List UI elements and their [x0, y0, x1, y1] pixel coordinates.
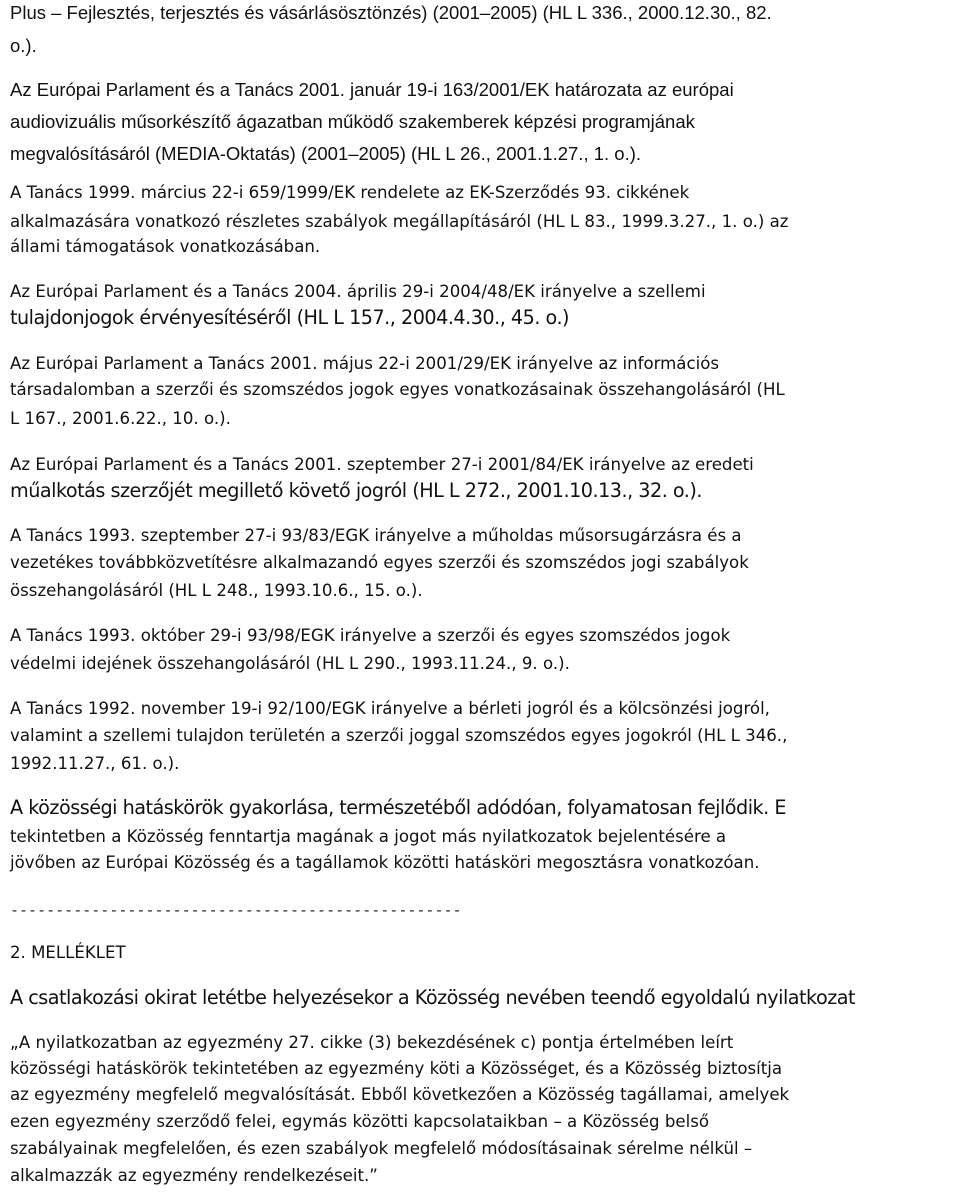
text-line: megvalósításáról (MEDIA-Oktatás) (2001–2005) (HL L 26., 2001.1.27., 1. o.). [10, 143, 642, 164]
text-line: A Tanács 1993. szeptember 27-i 93/83/EGK irányelve a műholdas műsorsugárzásra és a [10, 526, 742, 545]
text-line: ezen egyezmény szerződő felei, egymás közötti kapcsolataikban – a Közösség belső [10, 1112, 710, 1131]
text-line: „A nyilatkozatban az egyezmény 27. cikke (3) bekezdésének c) pontja értelmében leírt [10, 1033, 734, 1052]
separator-line: -------------------------------------------------- [10, 901, 462, 919]
text-line: L 167., 2001.6.22., 10. o.). [10, 409, 231, 428]
text-line: szabályainak megfelelően, és ezen szabályok megfelelő módosításainak sérelme nélkül – [10, 1139, 753, 1158]
text-line: Az Európai Parlament és a Tanács 2001. szeptember 27-i 2001/84/EK irányelve az eredeti [10, 455, 754, 474]
text-line: tulajdonjogok érvényesítéséről (HL L 157., 2004.4.30., 45. o.) [10, 306, 570, 329]
text-line: műalkotás szerzőjét megillető követő jogról (HL L 272., 2001.10.13., 32. o.). [10, 479, 702, 502]
text-line: A Tanács 1999. március 22-i 659/1999/EK rendelete az EK-Szerződés 93. cikkének [10, 183, 690, 202]
text-line: 1992.11.27., 61. o.). [10, 754, 180, 773]
text-line: alkalmazására vonatkozó részletes szabályok megállapításáról (HL L 83., 1999.3.27., 1. o.) az [10, 212, 789, 231]
text-line: jövőben az Európai Közösség és a tagállamok közötti hatásköri megosztásra vonatkozóan. [10, 853, 760, 872]
text-line: valamint a szellemi tulajdon területén a szerzői joggal szomszédos egyes jogokról (HL L 346., [10, 726, 788, 745]
text-line: vezetékes továbbközvetítésre alkalmazandó egyes szerzői és szomszédos jogi szabályok [10, 553, 749, 572]
text-line: Az Európai Parlament a Tanács 2001. május 22-i 2001/29/EK irányelve az információs [10, 354, 720, 373]
text-line: Plus – Fejlesztés, terjesztés és vásárlásösztönzés) (2001–2005) (HL L 336., 2000.12.30., 82. [10, 2, 772, 23]
text-line: alkalmazzák az egyezmény rendelkezéseit.” [10, 1166, 378, 1185]
text-line: tekintetben a Közösség fenntartja magának a jogot más nyilatkozatok bejelentésére a [10, 827, 727, 846]
text-line: állami támogatások vonatkozásában. [10, 237, 321, 256]
text-line: Az Európai Parlament és a Tanács 2001. január 19-i 163/2001/EK határozata az európai [10, 79, 734, 100]
text-line: A Tanács 1992. november 19-i 92/100/EGK irányelve a bérleti jogról és a kölcsönzési jogról, [10, 699, 770, 718]
text-line: az egyezmény megfelelő megvalósítását. Ebből következően a Közösség tagállamai, amelyek [10, 1085, 790, 1104]
text-line: A közösségi hatáskörök gyakorlása, természetéből adódóan, folyamatosan fejlődik. E [10, 796, 786, 819]
text-line: o.). [10, 35, 37, 56]
text-line: összehangolásáról (HL L 248., 1993.10.6., 15. o.). [10, 581, 423, 600]
annex-title: A csatlakozási okirat letétbe helyezésekor a Közösség nevében teendő egyoldalú nyilatkozat [10, 986, 856, 1009]
text-line: Az Európai Parlament és a Tanács 2004. április 29-i 2004/48/EK irányelve a szellemi [10, 282, 706, 301]
text-line: közösségi hatáskörök tekintetében az egyezmény köti a Közösséget, és a Közösség biztosítja [10, 1059, 783, 1078]
text-line: audiovizuális műsorkészítő ágazatban működő szakemberek képzési programjának [10, 111, 695, 132]
text-line: társadalomban a szerzői és szomszédos jogok egyes vonatkozásainak összehangolásáról (HL [10, 380, 785, 399]
text-line: védelmi idejének összehangolásáról (HL L 290., 1993.11.24., 9. o.). [10, 654, 570, 673]
text-line: A Tanács 1993. október 29-i 93/98/EGK irányelve a szerzői és egyes szomszédos jogok [10, 626, 731, 645]
annex-heading: 2. MELLÉKLET [10, 943, 126, 962]
